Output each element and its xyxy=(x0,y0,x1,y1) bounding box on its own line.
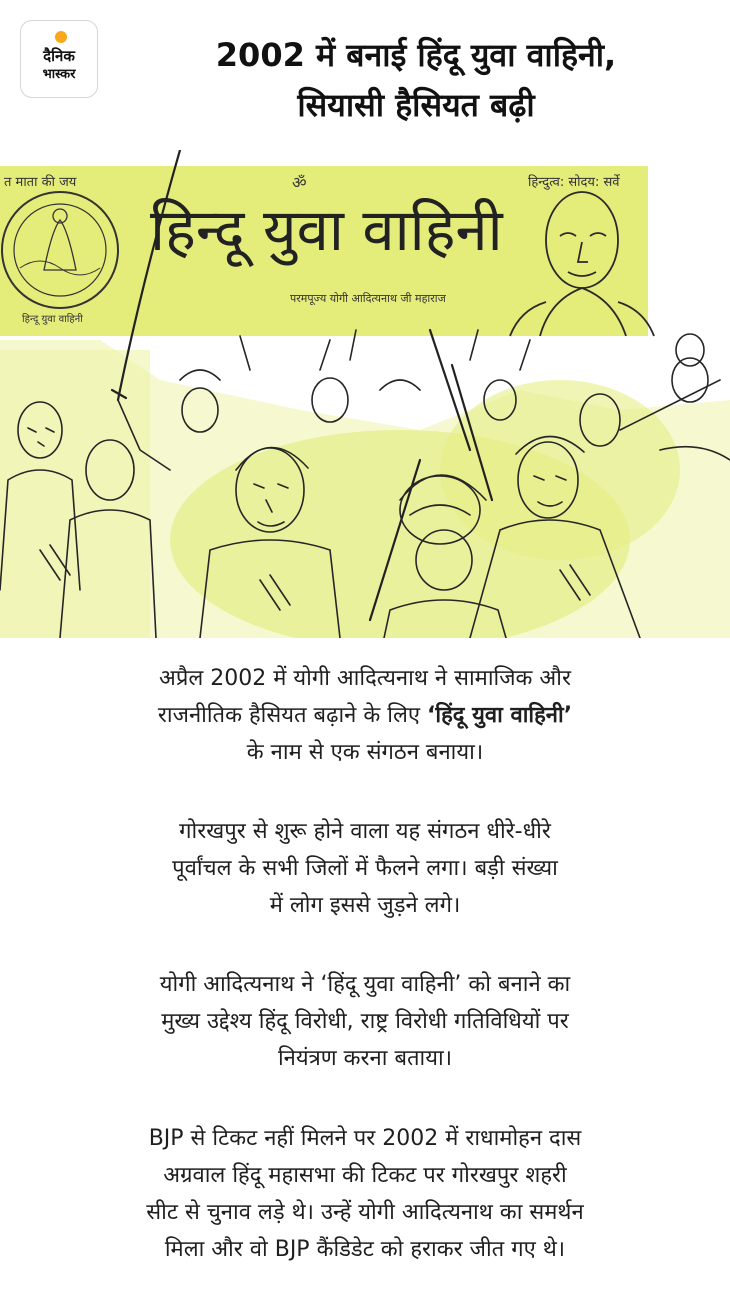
seal-text: हिन्दू युवा वाहिनी xyxy=(22,314,83,325)
p1-line2-text: राजनीतिक हैसियत बढ़ाने के लिए xyxy=(157,703,428,728)
p3-line3: नियंत्रण करना बताया। xyxy=(277,1046,453,1071)
p1-org-name: ‘हिंदू युवा वाहिनी’ xyxy=(427,703,573,728)
page-title xyxy=(108,30,724,130)
banner-top-left: त माता की जय xyxy=(4,175,77,190)
paragraph-4 xyxy=(30,1120,700,1268)
p4-line4: मिला और वो BJP कैंडिडेट को हराकर जीत गए थे। xyxy=(164,1237,566,1262)
p3-line1: योगी आदित्यनाथ ने ‘हिंदू युवा वाहिनी’ को बनाने का xyxy=(159,972,571,997)
sun-icon xyxy=(55,31,67,43)
logo-line1: दैनिक xyxy=(43,47,75,65)
p1-line2 xyxy=(30,697,700,734)
dainik-bhaskar-logo xyxy=(20,20,98,98)
p3-line2: मुख्य उद्देश्य हिंदू विरोधी, राष्ट्र विरोधी गतिविधियों पर xyxy=(161,1009,569,1034)
paragraph-3 xyxy=(30,966,700,1077)
logo-line2: भास्कर xyxy=(42,67,76,82)
p1-line3: के नाम से एक संगठन बनाया। xyxy=(246,740,484,765)
paragraph-2 xyxy=(30,813,700,924)
banner-title: हिन्दू युवा वाहिनी xyxy=(150,196,503,264)
p4-line3: सीट से चुनाव लड़े थे। उन्हें योगी आदित्यनाथ का समर्थन xyxy=(146,1200,584,1225)
paragraph-1 xyxy=(30,660,700,771)
p2-line1: गोरखपुर से शुरू होने वाला यह संगठन धीरे-धीरे xyxy=(179,819,551,844)
om-symbol: ॐ xyxy=(292,173,307,192)
banner-subtitle: परमपूज्य योगी आदित्यनाथ जी महाराज xyxy=(290,292,446,305)
p4-line2: अग्रवाल हिंदू महासभा की टिकट पर गोरखपुर शहरी xyxy=(163,1163,567,1188)
headline-line1: 2002 में बनाई हिंदू युवा वाहिनी, xyxy=(215,36,617,74)
p2-line2: पूर्वांचल के सभी जिलों में फैलने लगा। बड़ी संख्या xyxy=(172,856,558,881)
p4-line1: BJP से टिकट नहीं मिलने पर 2002 में राधामोहन दास xyxy=(148,1126,582,1151)
headline-line2: सियासी हैसियत बढ़ी xyxy=(297,86,535,124)
p2-line3: में लोग इससे जुड़ने लगे। xyxy=(269,893,461,918)
p1-line1: अप्रैल 2002 में योगी आदित्यनाथ ने सामाजिक और xyxy=(159,666,571,691)
crowd-illustration xyxy=(0,150,730,638)
banner-top-right: हिन्दुत्व: सोदय: सर्वे xyxy=(528,175,620,190)
